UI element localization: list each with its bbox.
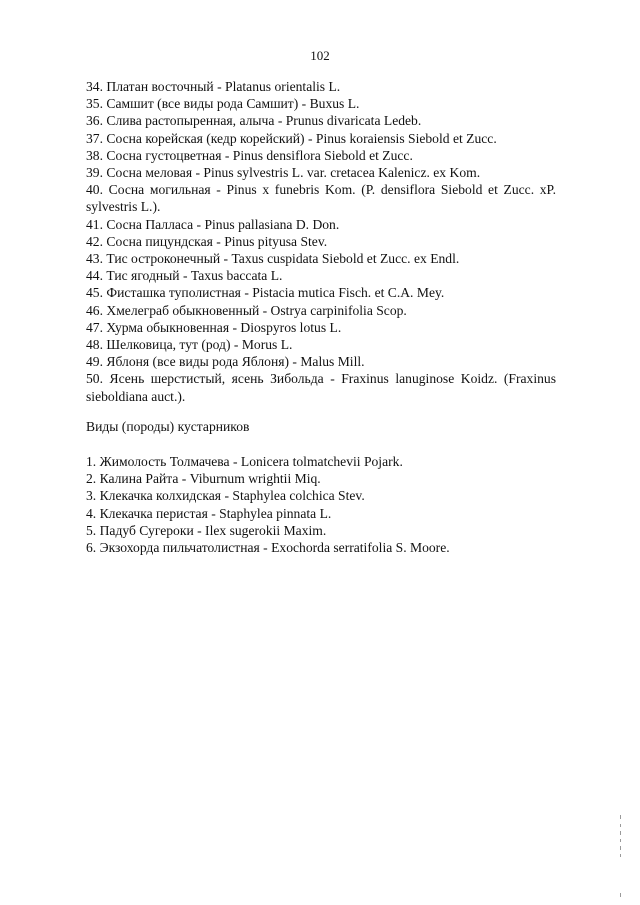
list-item: 41. Сосна Палласа - Pinus pallasiana D. Don. <box>86 216 340 232</box>
tree-species-list <box>86 78 556 405</box>
list-item: 44. Тис ягодный - Taxus baccata L. <box>86 268 283 284</box>
list-item: 46. Хмелеграб обыкновенный - Ostrya carpinifolia Scop. <box>86 302 407 318</box>
list-item: 45. Фисташка туполистная - Pistacia mutica Fisch. et C.A. Mey. <box>86 285 445 301</box>
list-item: 6. Экзохорда пильчатолистная - Exochorda serratifolia S. Moore. <box>86 540 450 556</box>
list-item: 39. Сосна меловая - Pinus sylvestris L. var. cretacea Kalenicz. ex Kom. <box>86 165 481 181</box>
list-item: 36. Слива растопыренная, алыча - Prunus divaricata Ledeb. <box>86 113 422 129</box>
scan-mark <box>620 815 621 819</box>
scan-mark <box>620 846 621 850</box>
scan-mark <box>620 893 621 897</box>
list-item: 2. Калина Райта - Viburnum wrightii Miq. <box>86 471 321 487</box>
list-item: 42. Сосна пицундская - Pinus pityusa Stev. <box>86 233 328 249</box>
list-item: 1. Жимолость Толмачева - Lonicera tolmatchevii Pojark. <box>86 454 403 469</box>
list-item: 37. Сосна корейская (кедр корейский) - Pinus koraiensis Siebold et Zucc. <box>86 130 497 146</box>
list-item: 34. Платан восточный - Platanus orientalis L. <box>86 79 341 94</box>
list-item: 43. Тис остроконечный - Taxus cuspidata Siebold et Zucc. ex Endl. <box>86 251 460 267</box>
scan-mark <box>620 824 621 827</box>
scan-mark <box>620 854 621 857</box>
list-item: 5. Падуб Сугероки - Ilex sugerokii Maxim. <box>86 522 327 538</box>
scan-margin-marks <box>620 815 623 900</box>
list-item: 40. Сосна могильная - Pinus x funebris Kom. (P. densiflora Siebold et Zucc. xP. sylvestris L.). <box>86 182 556 215</box>
shrubs-section-heading: Виды (породы) кустарников <box>86 419 250 434</box>
list-item: 47. Хурма обыкновенная - Diospyros lotus L. <box>86 319 342 335</box>
list-item: 48. Шелковица, тут (род) - Morus L. <box>86 337 293 353</box>
list-item: 50. Ясень шерстистый, ясень Зибольда - Fraxinus lanuginose Koidz. (Fraxinus sieboldiana auct.). <box>86 371 556 404</box>
list-item: 4. Клекачка перистая - Staphylea pinnata L. <box>86 505 332 521</box>
list-item: 38. Сосна густоцветная - Pinus densiflora Siebold et Zucc. <box>86 147 413 163</box>
scan-mark <box>620 839 621 842</box>
list-item: 35. Самшит (все виды рода Самшит) - Buxus L. <box>86 96 360 112</box>
scan-mark <box>620 831 621 835</box>
list-item: 49. Яблоня (все виды рода Яблоня) - Malus Mill. <box>86 354 365 370</box>
shrub-species-list <box>86 453 556 556</box>
page-number: 102 <box>310 48 330 63</box>
list-item: 3. Клекачка колхидская - Staphylea colchica Stev. <box>86 488 365 504</box>
